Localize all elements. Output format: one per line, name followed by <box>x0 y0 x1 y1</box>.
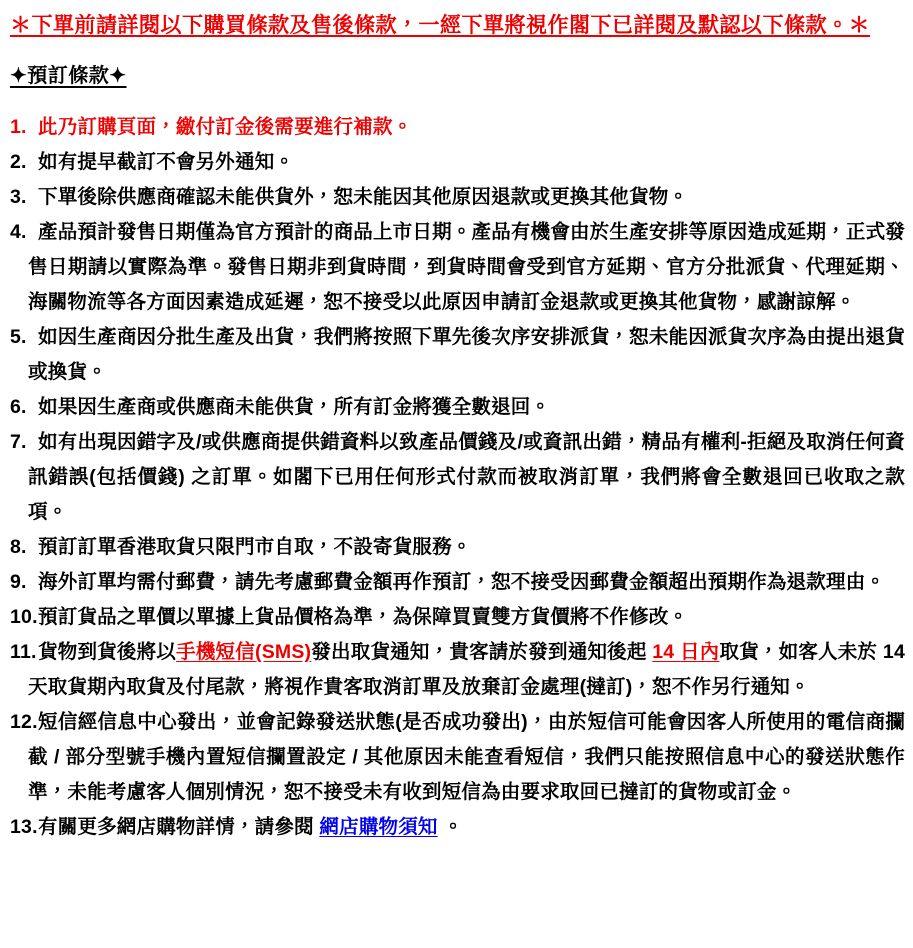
term-item <box>10 180 905 215</box>
term-item <box>10 110 905 145</box>
highlighted-text: 14 日內 <box>652 641 720 663</box>
term-item <box>10 530 905 565</box>
term-item <box>10 145 905 180</box>
term-text: 預訂貨品之單價以單據上貨品價格為準，為保障買賣雙方貨價將不作修改。 <box>38 606 689 628</box>
term-number: 11. <box>10 641 37 663</box>
term-text: 海外訂單均需付郵費，請先考慮郵費金額再作預訂，恕不接受因郵費金額超出預期作為退款理由。 <box>38 571 886 593</box>
term-item <box>10 565 905 600</box>
term-item <box>10 215 905 320</box>
shop-guide-link[interactable]: 網店購物須知 <box>319 816 438 838</box>
term-number: 7. <box>10 431 27 453</box>
header-notice: ＊下單前請詳閱以下購買條款及售後條款，一經下單將視作閣下已詳閱及默認以下條款。＊ <box>10 14 870 37</box>
term-text: 預訂訂單香港取貨只限門市自取，不設寄貨服務。 <box>38 536 472 558</box>
term-item <box>10 810 905 845</box>
term-text: 下單後除供應商確認未能供貨外，恕未能因其他原因退款或更換其他貨物。 <box>38 186 689 208</box>
term-item <box>10 705 905 810</box>
term-text: 產品預計發售日期僅為官方預計的商品上市日期。產品有機會由於生產安排等原因造成延期，正式發售日期請以實際為準。發售日期非到貨時間，到貨時間會受到官方延期、官方分批派貨、代理延期、海關物流等各方面因素造成延遲，恕不接受以此原因申請訂金退款或更換其他貨物，感謝諒解。 <box>28 221 905 313</box>
term-number: 2. <box>10 151 27 173</box>
term-number: 9. <box>10 571 27 593</box>
term-item <box>10 425 905 530</box>
term-text: 如果因生產商或供應商未能供貨，所有訂金將獲全數退回。 <box>38 396 551 418</box>
term-text: 取貨，如客人未於 14 天取貨期內取貨及付尾款，將視作貴客取消訂單及放棄訂金處理(撻訂)，恕不作另行通知。 <box>28 641 905 698</box>
term-text: 如有出現因錯字及/或供應商提供錯資料以致產品價錢及/或資訊出錯，精品有權利-拒絕及取消任何資訊錯誤(包括價錢) 之訂單。如閣下已用任何形式付款而被取消訂單，我們將會全數退回已收取之款項。 <box>28 431 905 523</box>
term-text: 此乃訂購頁面，繳付訂金後需要進行補款。 <box>38 116 413 138</box>
term-number: 1. <box>10 116 27 138</box>
term-text: 有關更多網店購物詳情，請參閱 <box>38 816 320 838</box>
term-number: 12. <box>10 711 38 733</box>
term-number: 5. <box>10 326 27 348</box>
term-item <box>10 320 905 390</box>
term-item <box>10 600 905 635</box>
term-text: 如有提早截訂不會另外通知。 <box>38 151 295 173</box>
term-text: 發出取貨通知，貴客請於發到通知後起 <box>311 641 653 663</box>
section-title: ✦預訂條款✦ <box>10 65 127 87</box>
term-item <box>10 635 905 705</box>
term-item <box>10 390 905 425</box>
term-text: 如因生產商因分批生產及出貨，我們將按照下單先後次序安排派貨，恕未能因派貨次序為由提出退貨或換貨。 <box>28 326 905 383</box>
term-text: 短信經信息中心發出，並會記錄發送狀態(是否成功發出)，由於短信可能會因客人所使用的電信商攔截 / 部分型號手機內置短信攔置設定 / 其他原因未能查看短信，我們只能按照信息中心的發送狀態作準，未能考慮客人個別情況，恕不接受未有收到短信為由要求取回已撻訂的貨物或訂金。 <box>28 711 905 803</box>
term-text: 。 <box>437 816 463 838</box>
term-number: 8. <box>10 536 27 558</box>
term-number: 4. <box>10 221 27 243</box>
term-number: 6. <box>10 396 27 418</box>
term-number: 3. <box>10 186 27 208</box>
term-text: 貨物到貨後將以 <box>38 641 177 663</box>
term-number: 10. <box>10 606 38 628</box>
highlighted-text: 手機短信(SMS) <box>176 641 312 663</box>
term-number: 13. <box>10 816 38 838</box>
terms-list <box>0 110 913 845</box>
